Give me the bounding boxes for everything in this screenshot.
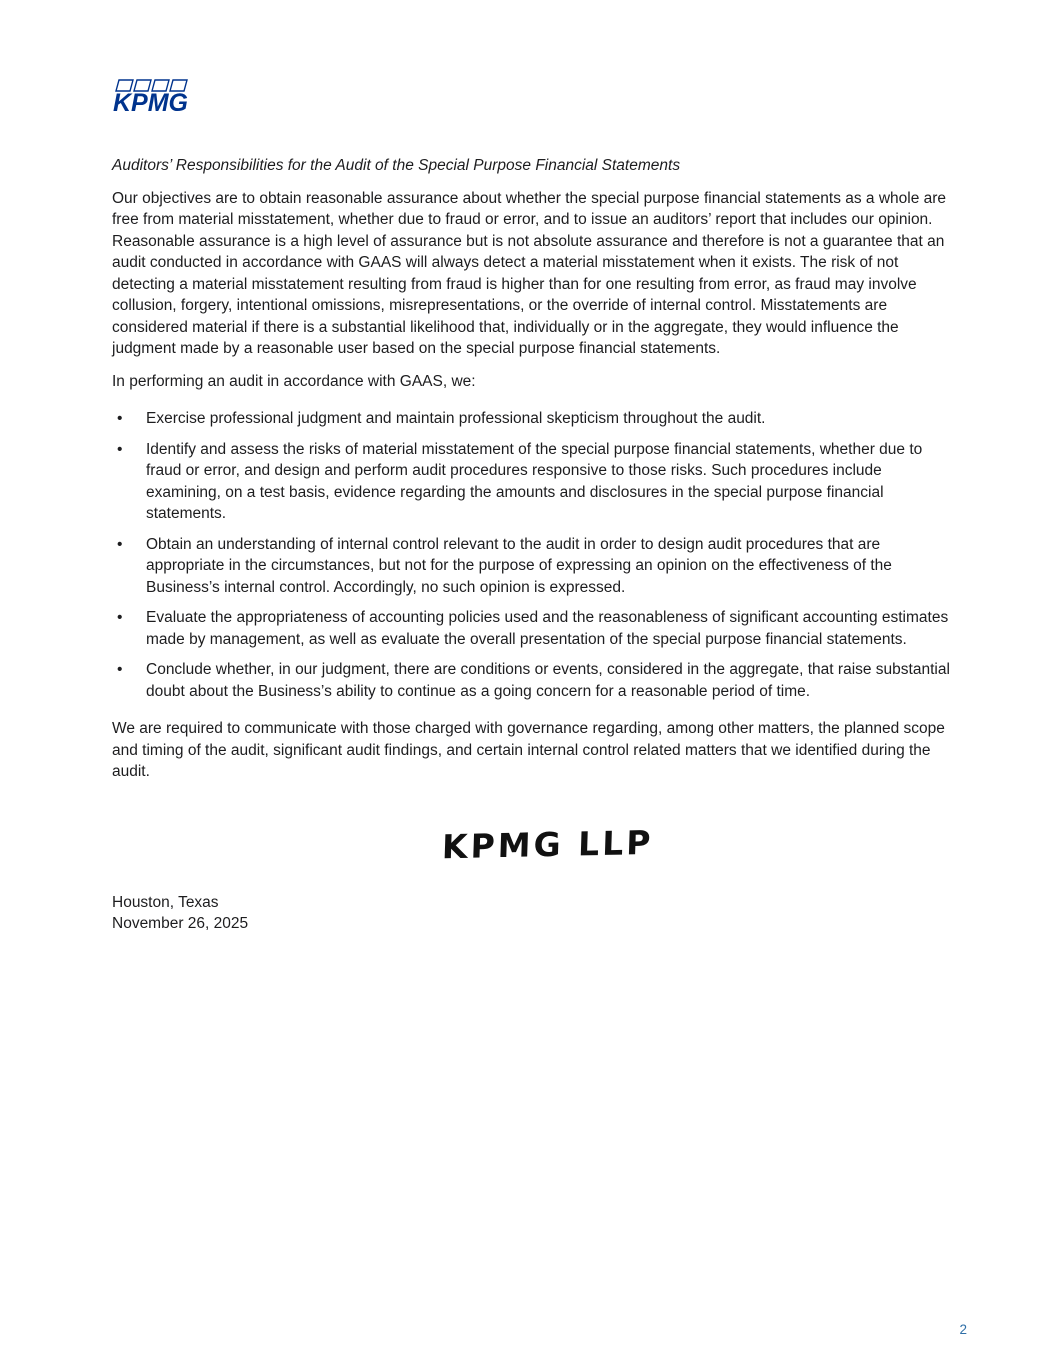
city-line: Houston, Texas xyxy=(112,893,219,911)
bullet-text: Identify and assess the risks of material misstatement of the special purpose financial statements, whether due to fraud or error, and design and perform audit procedures responsive to those risks. Such procedures include examining, on a test basis, evidence regarding the amounts and disclosures in the special purpose financial statements. xyxy=(146,440,923,522)
bullet-item-obtain xyxy=(112,534,960,599)
page-content xyxy=(112,78,960,935)
kpmg-logo-graphic xyxy=(112,78,196,116)
sign-off-block xyxy=(112,892,960,935)
section-heading: Auditors’ Responsibilities for the Audit of the Special Purpose Financial Statements xyxy=(112,157,681,174)
kpmg-logo xyxy=(112,78,960,121)
bullet-item-evaluate xyxy=(112,607,960,650)
bullet-item-identify xyxy=(112,439,960,525)
bullet-text: Exercise professional judgment and maintain professional skepticism throughout the audit. xyxy=(146,410,766,427)
bullet-marker: • xyxy=(117,440,123,458)
page-number: 2 xyxy=(959,1322,967,1337)
kpmg-signature: KPMG LLP xyxy=(441,822,655,866)
bullet-item-exercise xyxy=(112,408,960,430)
paragraph-objectives: Our objectives are to obtain reasonable assurance about whether the special purpose financial statements as a whole are free from material misstatement, whether due to fraud or error, and to issue an auditors’ report that includes our opinion. Reasonable assurance is a high level of assurance but is not absolute assurance and therefore is not a guarantee that an audit conducted in accordance with GAAS will always detect a material misstatement when it exists. The risk of not detecting a material misstatement resulting from fraud is higher than for one resulting from error, as fraud may involve collusion, forgery, intentional omissions, misrepresentations, or the override of internal control. Misstatements are considered material if there is a substantial likelihood that, individually or in the aggregate, they would influence the judgment made by a reasonable user based on the special purpose financial statements. xyxy=(112,189,947,357)
bullet-text: Obtain an understanding of internal control relevant to the audit in order to design audit procedures that are appropriate in the circumstances, but not for the purpose of expressing an opinion on the effectiveness of the Business’s internal control. Accordingly, no such opinion is expressed. xyxy=(146,535,892,596)
bullet-marker: • xyxy=(117,535,123,553)
bullet-text: Conclude whether, in our judgment, there are conditions or events, considered in the aggregate, that raise substantial doubt about the Business’s ability to continue as a going concern for a reasonable period of time. xyxy=(146,661,950,700)
bullet-item-conclude xyxy=(112,659,960,702)
bullet-list xyxy=(112,408,960,702)
bullet-marker: • xyxy=(117,609,123,626)
bullet-marker: • xyxy=(117,410,123,427)
date-line: November 26, 2025 xyxy=(112,915,249,932)
bullet-text: Evaluate the appropriateness of accounting policies used and the reasonableness of significant accounting estimates made by management, as well as evaluate the overall presentation of the special purpose financial statements. xyxy=(146,609,949,648)
kpmg-logo-text: KPMG xyxy=(113,89,188,116)
paragraph-gaas-intro: In performing an audit in accordance with GAAS, we: xyxy=(112,372,476,390)
signature-block xyxy=(441,822,662,866)
bullet-marker: • xyxy=(117,661,123,678)
paragraph-closing: We are required to communicate with those charged with governance regarding, among other matters, the planned scope and timing of the audit, significant audit findings, and certain internal control related matters that we identified during the audit. xyxy=(112,720,945,780)
